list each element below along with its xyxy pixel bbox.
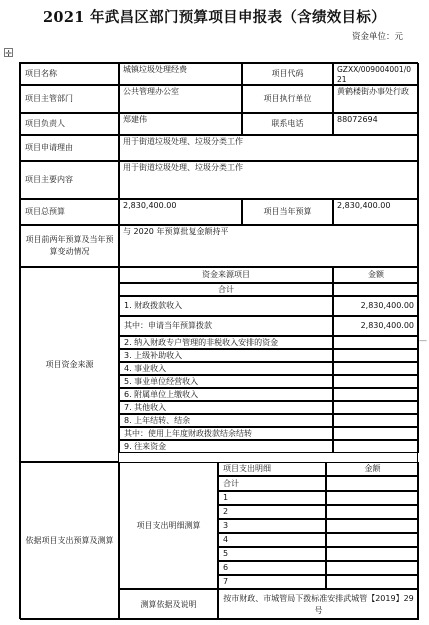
phone-label: 联系电话 xyxy=(242,113,333,135)
funding-item: 2. 纳入财政专户管理的非税收入安排的资金 xyxy=(119,336,333,349)
funding-amount[interactable] xyxy=(333,283,419,296)
expense-item: 4 xyxy=(218,533,326,547)
funding-amount[interactable] xyxy=(333,349,419,362)
table-move-handle-icon[interactable]: ✛ xyxy=(5,49,12,58)
funding-source-label: 项目资金来源 xyxy=(20,267,119,462)
project-owner-value[interactable]: 郑建伟 xyxy=(119,113,242,135)
funding-item-header: 资金来源项目 xyxy=(119,267,333,283)
expense-item: 1 xyxy=(218,491,326,505)
total-budget-value[interactable]: 2,830,400.00 xyxy=(119,199,242,225)
funding-item: 合计 xyxy=(119,283,333,296)
funding-amount-header: 金额 xyxy=(333,267,419,283)
expense-item-header: 项目支出明细 xyxy=(218,462,326,476)
funding-item: 3. 上级补助收入 xyxy=(119,349,333,362)
expense-item: 合计 xyxy=(218,476,326,491)
funding-item: 8. 上年结转、结余 xyxy=(119,414,333,427)
expense-amount-header: 金额 xyxy=(326,462,419,476)
expense-item: 3 xyxy=(218,519,326,533)
funding-amount[interactable] xyxy=(333,414,419,427)
main-content-value[interactable]: 用于街道垃圾处理、垃圾分类工作 xyxy=(119,161,419,199)
project-name-value[interactable]: 城镇垃圾处理经费 xyxy=(119,63,242,85)
expense-amount[interactable] xyxy=(326,533,419,547)
expense-item: 5 xyxy=(218,547,326,561)
funding-amount[interactable]: 2,830,400.00 xyxy=(333,316,419,336)
funding-item: 6. 附属单位上缴收入 xyxy=(119,388,333,401)
expense-item: 7 xyxy=(218,575,326,589)
expense-amount[interactable] xyxy=(326,561,419,575)
budget-table xyxy=(19,62,418,619)
funding-amount[interactable] xyxy=(333,401,419,414)
executing-unit-label: 项目执行单位 xyxy=(242,85,333,113)
budget-change-value[interactable]: 与 2020 年预算批复金额持平 xyxy=(119,225,419,267)
expense-amount[interactable] xyxy=(326,575,419,589)
reason-value[interactable]: 用于街道垃圾处理、垃圾分类工作 xyxy=(119,135,419,161)
funding-amount[interactable] xyxy=(333,388,419,401)
funding-item: 5. 事业单位经营收入 xyxy=(119,375,333,388)
expense-amount[interactable] xyxy=(326,519,419,533)
expense-amount[interactable] xyxy=(326,476,419,491)
supervising-dept-value[interactable]: 公共管理办公室 xyxy=(119,85,242,113)
expense-amount[interactable] xyxy=(326,547,419,561)
funding-item: 9. 往来资金 xyxy=(119,440,333,453)
funding-amount[interactable] xyxy=(333,336,419,349)
project-owner-label: 项目负责人 xyxy=(20,113,119,135)
total-budget-label: 项目总预算 xyxy=(20,199,119,225)
currency-unit: 资金单位：元 xyxy=(351,32,403,42)
executing-unit-value[interactable]: 黄鹤楼街办事处行政 xyxy=(333,85,419,113)
scroll-marker-icon: — xyxy=(419,336,427,345)
expense-item: 6 xyxy=(218,561,326,575)
calculation-basis-label: 测算依据及说明 xyxy=(119,589,218,620)
expense-detail-label: 项目支出明细测算 xyxy=(119,462,218,589)
funding-item: 其中：申请当年预算拨款 xyxy=(119,316,333,336)
funding-amount[interactable]: 2,830,400.00 xyxy=(333,296,419,316)
expense-item: 2 xyxy=(218,505,326,519)
funding-amount[interactable] xyxy=(333,440,419,453)
expense-amount[interactable] xyxy=(326,505,419,519)
current-year-budget-label: 项目当年预算 xyxy=(242,199,333,225)
project-code-label: 项目代码 xyxy=(242,63,333,85)
reason-label: 项目申请理由 xyxy=(20,135,119,161)
project-code-value[interactable]: GZXX/009004001/021 xyxy=(333,63,419,85)
budget-change-label: 项目前两年预算及当年预算变动情况 xyxy=(20,225,119,267)
document-title: 2021 年武昌区部门预算项目申报表（含绩效目标） xyxy=(43,9,386,26)
supervising-dept-label: 项目主管部门 xyxy=(20,85,119,113)
expense-amount[interactable] xyxy=(326,491,419,505)
calculation-basis-value[interactable]: 按市财政、市城管局下拨标准安排武城管【2019】29 号 xyxy=(218,589,419,620)
funding-amount[interactable] xyxy=(333,427,419,440)
funding-amount[interactable] xyxy=(333,362,419,375)
funding-item: 7. 其他收入 xyxy=(119,401,333,414)
funding-item: 4. 事业收入 xyxy=(119,362,333,375)
main-content-label: 项目主要内容 xyxy=(20,161,119,199)
expense-basis-outer-label: 依据项目支出预算及测算 xyxy=(20,462,119,620)
funding-amount[interactable] xyxy=(333,375,419,388)
current-year-budget-value[interactable]: 2,830,400.00 xyxy=(333,199,419,225)
funding-item: 1. 财政拨款收入 xyxy=(119,296,333,316)
project-name-label: 项目名称 xyxy=(20,63,119,85)
funding-item: 其中：使用上年度财政拨款结余结转 xyxy=(119,427,333,440)
phone-value[interactable]: 88072694 xyxy=(333,113,419,135)
